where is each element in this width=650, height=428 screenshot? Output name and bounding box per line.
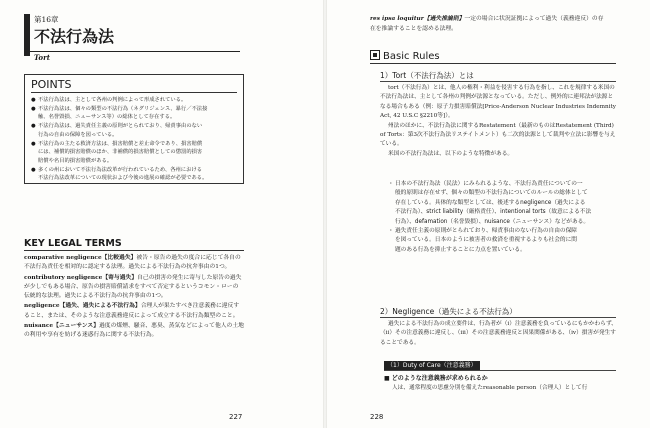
points-line: ● 不法行為法は、過失責任主義の原則がとられており、帰責事由のない (31, 123, 203, 130)
section-heading-2: 2）Negligence（過失による不法行為） (380, 307, 517, 316)
term-text: 過度の煤煙、騒音、悪臭、蒸気などによって他人の土地の利用や享有を妨げる迷惑行為に関する不法行為。 (24, 323, 244, 339)
chapter-title: 不法行為法 (34, 27, 115, 46)
term-text: 自己の損害の発生に寄与した原告の過失が少しでもある場合、原告の損害賠償請求をすべて否定するというコモン・ローの伝統的な法理。過失による不法行為の抗弁事由の1つ。 (24, 274, 242, 300)
duty-of-care-heading: （1）Duty of Care（注意義務） (384, 361, 480, 370)
paragraph: 人は、通常程度の思慮分別を備えたreasonable person（合理人）として行 (392, 385, 588, 391)
terms-rule (24, 250, 244, 251)
terms-title: KEY LEGAL TERMS (24, 238, 122, 249)
term-name: contributory negligence【寄与過失】 (24, 274, 138, 281)
section-body-1 (380, 84, 618, 159)
duty-rule (384, 370, 616, 371)
section-rule-2 (380, 317, 616, 318)
chapter-subtitle: Tort (34, 53, 50, 62)
list-line: 般的原則は存在せず、個々の類型の不法行為についてのルールの総体として (395, 190, 588, 197)
paragraph: 過失による不法行為の成立要件は、行為者が（i）注意義務を負っているにもかかわらず、（ii）その注意義務に違反し、（iii）その注意義務違反と因果関係がある、（iv）損害が発生することである。 (380, 321, 617, 346)
dot-bullet-icon: ・ (388, 228, 394, 235)
left-page (0, 0, 324, 428)
points-line: ● 不法行為法は、個々の類型の不法行為（ネグリジェンス、暴行／不法接 (31, 105, 208, 112)
points-line: 行為の自由の保障を図っている。 (38, 131, 118, 138)
dot-bullet-icon: ・ (388, 181, 394, 187)
section-rule-1 (380, 81, 616, 82)
basic-rules-rule (370, 63, 616, 64)
term-text: 一定の場合に状況証拠によって過失（義務違反）の存在を推論することを認める法理。 (370, 16, 604, 32)
section-body-2 (380, 320, 618, 348)
basic-rules-title: Basic Rules (370, 50, 440, 62)
term-entry (24, 274, 244, 302)
points-box (24, 74, 244, 184)
page-number-right: 228 (370, 413, 384, 421)
list-line: 題のある行為を抑止することに力点を置いている。 (395, 246, 526, 253)
term-entry-continued (370, 14, 606, 34)
list-line: 不法行為）、strict liability（厳格責任）、intentional torts（故意による不法 (395, 209, 592, 216)
right-page (326, 0, 650, 428)
term-entry (24, 322, 244, 341)
duty-question: ■ どのような注意義務が求められるか (384, 375, 488, 382)
bullet-icon: ● (31, 140, 36, 147)
paragraph: tort（不法行為）とは、他人の権利・利益を侵害する行為を指し、これを規律する米国の不法行為法は、主として各州の判例が法源となっている。ただし、例外的に連邦法が法源となる場合もある（例：原子力損害賠償法[Price-Anderson Nuclear Industries Indemnity Act, 42 U.S.C §2210等]）。 (380, 85, 617, 120)
terms-list (24, 254, 244, 342)
term-entry (24, 254, 244, 273)
list-line: ・ 日本の不法行為法（民法）にみられるような、不法行為責任についての一 (388, 180, 616, 189)
bullet-icon: ● (31, 166, 36, 173)
points-line: には、補償的損害賠償のほか、非補償的損害賠償としての懲罰的損害 (38, 149, 203, 156)
points-line: 触、名誉毀損、ニューサンス等）の総体として存在する。 (38, 114, 176, 121)
term-name: comparative negligence【比較過失】 (24, 255, 137, 261)
points-title: POINTS (31, 78, 72, 91)
term-name: nuisance【ニューサンス】 (24, 323, 99, 330)
term-name: res ipsa loquitur【過失推論則】 (370, 16, 465, 22)
bullet-icon: ● (31, 123, 36, 130)
page-number-left: 227 (229, 413, 243, 421)
paragraph: 米国の不法行為法は、以下のような特徴がある。 (388, 150, 514, 157)
points-line: 賠償や名目的損害賠償がある。 (38, 157, 113, 164)
list-line: ・ 過失責任主義の原則がとられており、帰責事由のない行為の自由の保障 (388, 227, 616, 236)
chapter-bar (24, 14, 30, 56)
term-entry (24, 302, 244, 321)
chapter-rule (24, 51, 240, 52)
term-name: negligence【過失、過失による不法行為】 (24, 303, 141, 310)
list-line: 行為）、defamation（名誉毀損）、nuisance（ニューサンス）などがある。 (395, 218, 590, 225)
points-line: ● 不法行為の主たる救済方法は、損害賠償と差止命令であり、損害賠償 (31, 140, 203, 147)
points-rule (31, 92, 237, 93)
square-bullet-icon (370, 50, 380, 60)
bullet-icon: ● (31, 105, 36, 112)
list-line: を図っている。日本のように被害者の救済を重視するよりも社会的に問 (395, 237, 577, 244)
paragraph: 州法のほかに、不法行為法に関するRestatement（最新のものはRestatement (Third) of Torts：第3次不法行為法リステイトメント）も二次的法源として裁判や立法に影響を与えている。 (380, 122, 616, 148)
bullet-icon: ● (31, 97, 36, 103)
list-line: 存在している。具体的な類型としては、後述するnegligence（過失による (395, 199, 586, 206)
section-heading-1: 1）Tort（不法行為法）とは (380, 71, 474, 80)
points-list (31, 96, 237, 183)
points-line: ● 不法行為法は、主として各州の判例によって形成されている。 (31, 97, 187, 103)
points-line: ● 多くの州において不法行為法改革が行われているため、各州における (31, 166, 202, 173)
duty-body (384, 384, 618, 393)
chapter-label: 第16章 (34, 15, 59, 24)
points-line: 不法行為法改革についての現状および今後の進展の確認が必要である。 (38, 175, 208, 182)
term-text: 被告・原告の過失の度合に応じて各自の不法行為責任を相対的に認定する法理。過失による不法行為の抗弁事由の1つ。 (24, 255, 241, 271)
term-text: 合理人が果たすべき注意義務に違反すること、または、そのような注意義務違反によって成立する不法行為類型のこと。 (24, 303, 240, 319)
feature-list (388, 180, 616, 255)
